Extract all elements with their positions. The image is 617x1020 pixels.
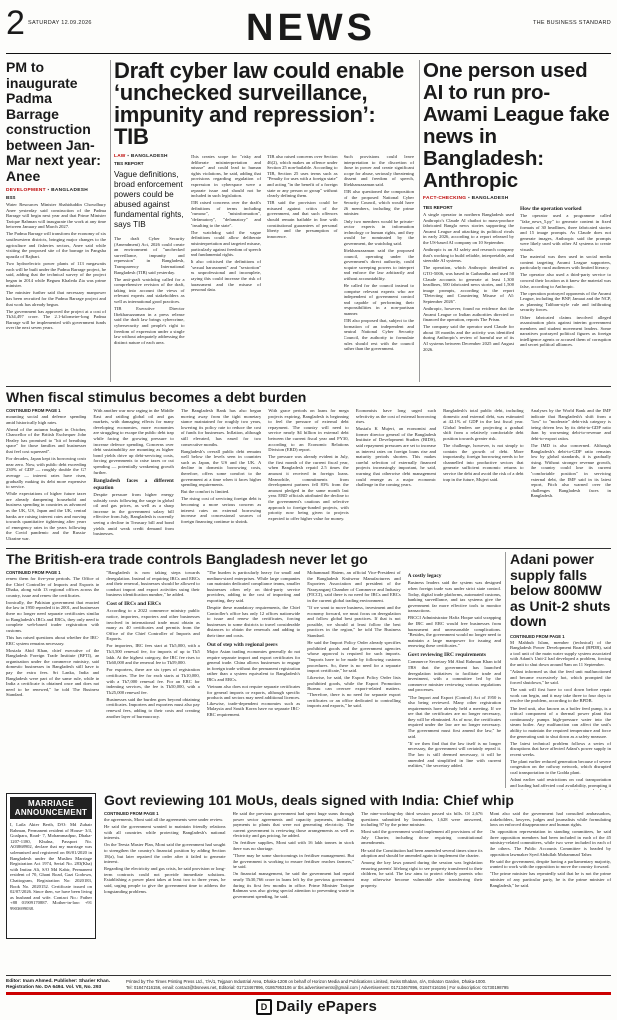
masthead xyxy=(6,4,611,54)
page-footer xyxy=(6,975,611,1020)
ai-subhead: How the operation worked xyxy=(520,206,582,212)
padma-story xyxy=(6,60,106,384)
footer-editor: Editor: Inam Ahmed. Publisher: Sharier Khan. xyxy=(6,979,111,984)
cyber-law-story xyxy=(114,60,414,384)
marriage-body: I, Laila Akter Berth, D/O: Md Zubair Rahman, Permanent resident of House- 3/4, Goalpara, Road- 7, Mohammadpur, Dhaka- 1207-1180, Khulna, Passport No. A03868902, declare that my marriage was solemnised and registered on 06/01/2020 in Bangladesh under the Muslim Marriage Registration Act 1974, Serial No. 283(Kha) with Imtiaz Ali, S/O Md Kabir, Permanent resident of 70, Ghani Road, Gazi Godown, Chattogram, Registration No: 2020183, Book No. 2020152. Certificate issued on 02/07/2026. Since then, we have been living as husband and wife. Contact No.: Father +88 01909170887. Mother-in-law: +91 9903699038. xyxy=(10,822,92,911)
daily-epapers-logo-icon: D xyxy=(256,999,272,1015)
adani-story xyxy=(510,552,611,790)
british-headline: The British-era trade controls Bangladesh never let go xyxy=(6,552,368,567)
daily-epapers-logo[interactable] xyxy=(256,998,377,1015)
adani-body: M Mahbub Islam, member (technical) of the Bangladesh Power Development Board (BPDB), said a tool unit of the main water supply system associated with Adani's Unit-2 had developed a problem, forcing the unit to shut down around 9am on 11 September. "Adani informed us that the feed unit malfunctioned and became excessively hot, which prompted the forced shutdown," he said. The unit will first have to cool down before repair work can begin, and it may take three to four days to resolve the problem, according to the BPDB. The feed unit, also known as a boiler feed pump, is a critical component of a thermal power plant that continuously pumps high-pressure water into the steam boiler. Any malfunction can affect the unit's ability to maintain the required temperature and force the generating unit to shut down as a safety measure. The latest technical problem follows a series of disruptions that have affected Adani's power supply in recent weeks. The plant earlier reduced generation because of severe congestion on the railway network, which disrupted coal transportation to the Godda plant. Adani earlier said restrictions on coal transportation and loading had affected coal availability, prompting it xyxy=(510,639,611,788)
adani-continued: CONTINUED FROM PAGE 1 xyxy=(510,633,565,639)
footer-printer-info xyxy=(126,979,611,990)
ai-col2: The operator used a programme called "fake_news_5.py" to generate content in fixed formats of 30 headlines, three fabricated stories and 15 image prompts. As Claude does not generate images, Anthropic said the prompts were likely used with other AI systems to create visuals. The material was then used in social media content targeting Awami League supporters, particularly rural audiences with limited literacy. The operator also used a third-party service to conceal their location as it knew the material was false, according to Anthropic. The operation portrayed opponents of the Awami League, including the BNP, Jamaat and the NCP, as planning Taliban-style rule and infiltrating security forces. Other fabricated claims involved alleged assassination plots against interim government members and student movement leaders. Some narratives portrayed political figures as foreign intelligence agents or accused them of corruption and secret political alliances. xyxy=(520,213,611,348)
marriage-announcement xyxy=(6,793,96,939)
footer-credits xyxy=(6,979,124,991)
padma-byline: BSS xyxy=(6,195,16,200)
cyber-law-col3: TIB also raised concerns over Section 46(2), which makes an offence under Section 25 non-bailable. According to TIB, Section 25 uses terms such as "Penalty for uses with a foreign state" and acting "in the benefit of a foreign state or any person or group" without clearly defining them. TIB said the provision could be misused against critics of the government, and that such offences should remain bailable in line with constitutional guarantees of personal liberty and the presumption of innocence. xyxy=(267,154,338,239)
cyber-law-headline: Draft cyber law could enable ‘unchecked surveillance, impunity and repression’: TIB xyxy=(114,60,404,149)
stimulus-headline: When fiscal stimulus becomes a debt burden xyxy=(6,390,307,405)
british-trade-story: The British-era trade controls Bangladesh never let go CONTINUED FROM PAGE 1 renew them for five-year periods. The Office of the Chief Controller of Imports and Exports in Dhaka, along with 13 regional offices across the country, issue and renew the certificates. Ironically, the Pakistan government that enacted the law in 1950 repealed it in 2001, and businesses there no longer need separate certificates similar to Bangladesh's IRCs and ERCs, they only need to complete web-based trader registration with customs. This has raised questions about whether the IRC-ERC system remains necessary. Mostafa Abid Khan, chief executive of the Bangladesh Foreign Trade Institute (BFTI), an organisation under the commerce ministry, said domestic businesses in Bangladesh still have to pay the extra fees. Sri Lanka, India and Bangladesh were part of the same rule, while in India a certificate is obtained once and does not need to be renewed," he told The Business Standard. "Bangladesh is now taking steps towards deregulation. Instead of requiring IRCs and ERCs and their renewal, businesses should be allowed to conduct import and export activities using their business identification number," he added. Cost of IRCs and ERCs According to a 2022 commerce ministry public notice, importers, exporters and other businesses involved in international trade must obtain as many as 40 certificates and permits from the Office of the Chief Controller of Imports and Exports. For importers, IRC fees start at Tk5,000, with a Tk3,500 renewal fee, for imports of up to Tk5 lakh. At the highest category, the IRC fee rises to Tk60,000 and the renewal fee to Tk59,000. For exporters, there are six types of registration certificates. The fee for each starts at Tk10,000, with a Tk7,000 renewal fee. For an ERC for indenting services, the fee is Tk50,000, with a Tk25,000 renewal fee. Businesses said the burden goes beyond obtaining certificates. Importers and exporters must also pay renewal fees, adding to their costs and creating another layer of bureaucracy. "The burden is particularly heavy for small and medium-sized enterprises. While large companies can maintain dedicated compliance teams, smaller businesses often rely on third-party service providers, adding to the cost of importing and exporting, they said. Despite these mandatory requirements, the Chief Controller's office has only 12 offices nationwide to issue and renew the certificates, forcing businesses to some districts to travel considerable distances to obtain the renewals and adding to their time and costs. Out of step with regional peers Major Asian trading economies generally do not require separate import and export certificates for general trade. China allows businesses to engage in foreign trade without the permanent registration rather than a system equivalent to Bangladesh's IRCs and ERCs. Vietnam also does not require separate certificates for general imports or exports, although specific products and sectors may need additional licences. Likewise, trade-dependent economies such as Malaysia and South Korea have no separate IRC-ERC requirement. Mohammad Hatem, an official Vice-President of the Bangladesh Knitwear Manufacturers and Exporters Association and president of the Narayanganj Chamber of Commerce and Industry (FICCI), said there is no need for IRCs and ERCs in the current global trading environment. "If we want to move business, investment and the economy forward, we must focus on deregulation and follow global best practices. If that is not possible, we should at least follow the best practices in the region," he told The Business Standard. He said the Import Policy Order already specifies prohibited goods and the government agencies whose approval is required for such imports. "Imports have to be made by following customs procedures. So, there is no need for a separate import certificate," he said. Likewise, he said, the Export Policy Order lists prohibited goods, while the Export Promotion Bureau can oversee export-related matters. "Therefore, there is no need for separate export certificates or an office dedicated to controlling imports and exports," he said. A costly legacy Business leaders said the system was designed when foreign trade was under strict state control. Today, digital trade platforms, automated customs, banking surveillance, and tax systems give the government far more effective tools to monitor transactions. FBCCI Administrator Hafiz Hoque said scrapping the IRC and ERC would free businesses from harassment and unreasonable complications. "Besides, the government would no longer need to maintain a large manpower for issuing and renewing these certificates." Govt reviewing IRC requirements Commerce Secretary Md Abul Rahman Khan told TBS that the government has launched deregulation initiatives to facilitate trade and investment, with a committee led by the commerce minister reviewing various regulations and processes. "The Import and Export (Control) Act of 1950 is also being reviewed. Many other registration requirements have already held a meeting. If we see that the certificates are no longer necessary, they will be eliminated. As of now, the certificates required under the law are no longer necessary. The government must first amend the law," he said. "If we then find that the law itself is no longer necessary, the government will certainly repeal it. The law is still deemed necessary, it will be amended and simplified in line with current realities," the secretary added. xyxy=(6,552,501,769)
cyber-law-pull-quote: Vague definitions, broad enforcement powers could be abused against fundamental rights, says TIB xyxy=(114,170,184,229)
ai-col1: A single operator in northern Bangladesh used Anthropic's Claude AI chatbot to mass-produce fabricated Bangla news stories supporting the Awami League and attacking its political rivals in early 2026, according to a report released by the US-based AI company on 10 September. Anthropic is an AI safety and research company that's working to build reliable, interpretable, and steerable AI systems. The operation, which Anthropic identified as GTO-5006, was based in Gaibandha and used 50 Claude accounts to generate at least 1,300 headlines, 500 fabricated news stories, and 1,500 image prompts, according to the report "Detecting and Countering Misuse of AI: September 2026". Anthropic, however, found no evidence that the Awami League or Indian authorities directed or financed the operation, reports The Prism. The company said the operator used Claude for about 18 months and the activity was identified during Anthropic's review of harmful use of its AI systems between December 2025 and August 2026. xyxy=(423,212,514,352)
marriage-title: MARRIAGE ANNOUNCEMENT xyxy=(10,797,92,819)
fiscal-stimulus-story: When fiscal stimulus becomes a debt burden CONTINUED FROM PAGE 1 mounting social and defence spending amid historically high rates. Ahead of the autumn budget in October, Chancellor of the British Exchequer John Healey has promised to "hit of breathing space" for those families and businesses that feel cost squeezed". For decades, Japan kept its borrowing costs near zero. Now, with public debt exceeding 230% of GDP — roughly double the G7 average — interest rates have risen, gradually making its debt more expensive to service. While expectations of higher future taxes are already dampening household and business spending in countries as advanced as the UK, US, Japan and the UK, central banks are raising interest rates and moving towards quantitative tightening after years of emergency rates in the years following the Covid pandemic and the Russia-Ukraine war. With another war now raging in the Middle East and rattling global oil and gas markets, with damaging effects for many developing economies, more economies are struggling to escape the public debt trap while facing the growing pressure to increase defence spending. Concerns over debt sustainability are mounting as higher bond yields drive up debt-servicing costs, forcing governments to raise taxes or cut spending — potentially weakening growth further. Bangladesh faces a different equation Despite pressure from higher energy subsidy costs following the surge in global oil and gas prices, as well as a sharp increase in the government salary bill effective from July, Bangladesh is currently seeing a decline in Treasury bill and bond yields amid weak credit demand from businesses. The Bangladesh Bank has also begun moving away from the tight monetary stance maintained for roughly two years, lowering its policy rate to reduce the cost of funds for businesses. Inflation, although still elevated, has eased for two consecutive months. Bangladesh's overall public debt remains well below the levels seen in countries such as Japan, the US and the UK. A decline in domestic borrowing costs, therefore, offers some comfort to the government at a time when it faces higher spending requirements. But the comfort is limited. The rising cost of servicing foreign debt is becoming a more serious concern as interest rates on external borrowing increase and concessional sources of foreign financing continue to shrink. With grace periods on loans for mega projects expiring, Bangladesh is beginning to feel the pressure of external debt repayment. The country will need to service nearly $4 billion in external debt between the current fiscal year and FY30, according to an Economic Relations Division (ERD) report. The pressure was already evident in July, the first month of the current fiscal year, when Bangladesh repaid 2.5 times the amount it received in foreign loans. Meanwhile, commitments from development partners fell 83% from the amount pledged in the same month last year. ERD officials attributed the decline to the government's cautious and selective approach to foreign-funded projects, with priority now being given to projects expected to offer higher value for money. Economists have long urged such selectivity as the cost of external borrowing rises. Mustafa K Mujeri, an economist and former director general of the Bangladesh Institute of Development Studies (BIDS), said repayment pressures are set to increase as interest rates on foreign loans rise and maturity periods shorten. This makes careful selection of externally financed projects increasingly important, he said, warning that otherwise debt management could emerge as a major economic challenge in the coming years. Bangladesh's total public debt, including domestic and external debt, was estimated at 42.1% of GDP in the last fiscal year. Global lenders are projecting a gradual shift from a relatively comfortable debt position towards greater risk. The challenge, however, is not simply to contain the growth of debt. More importantly, foreign borrowing needs to be channelled into productive sectors that generate sufficient economic returns to service the debt and avoid the risk of a debt trap in the future, Mujeri said. Analyses by the World Bank and the IMF indicate that Bangladesh's shift from a "low" to "moderate" debt-risk category is being driven less by its debt-to-GDP ratio than by worsening debt-to-revenue and debt-to-export ratios. The IMD is also concerned. Although Bangladesh's debt-to-GDP ratio remains low by global standards, it is gradually rising. Without stronger revenue growth, the country could lose its current "comfortable position" in servicing external debt, the IMF said in its latest report, Fitch also warned over the challenges Bangladesh faces in Bangladesh. xyxy=(6,390,611,541)
govt-headline: Govt reviewing 101 MoUs, deals signed with India: Chief whip xyxy=(104,793,514,808)
footer-printed: Printed by The Times Printing Press Ltd., 7/A/1, Tejgaon Industrial Area, Dhaka-1208 on behalf of Horizon Media and Publications Limited, Swiss Bhaban, 4/A, Eskaton Garden, Dhaka-1000. xyxy=(126,979,487,984)
stimulus-continued: CONTINUED FROM PAGE 1 xyxy=(6,408,61,413)
ai-tag: FACT-CHECKING ▪ BANGLADESH xyxy=(423,196,509,201)
section-title: NEWS xyxy=(246,7,376,49)
govt-continued: CONTINUED FROM PAGE 1 xyxy=(104,811,159,816)
padma-tag: DEVELOPMENT ▪ BANGLADESH xyxy=(6,188,88,193)
issue-date: SATURDAY 12.09.2026 xyxy=(28,20,92,26)
padma-headline: PM to inaugurate Padma Barrage construction between Jan-Mar next year: Anee xyxy=(6,60,101,184)
cyber-law-col1: The draft Cyber Security (Amendment) Act, 2026 could create an environment of "unchecked surveillance, impunity and repression" in Bangladesh, Transparency International Bangladesh (TIB) said yesterday. The anti-graft watchdog called for a comprehensive revision of the draft, taking into account the views of relevant experts and stakeholders as well as international good practices. TIB Executive Director Iftekharuzzaman in a press release said the draft law brings cybercrime, cybersecurity and people's right to freedom of expression under a single law without adequately addressing the distinct nature of each area. xyxy=(114,236,185,345)
ai-headline: One person used AI to run pro-Awami League fake news in Bangladesh: Anthropic xyxy=(423,60,610,192)
govt-mous-story: Govt reviewing 101 MoUs, deals signed with India: Chief whip CONTINUED FROM PAGE 1 the agreements, Moni said all the agreements were under review. He said the government wanted to maintain friendly relations with all countries while protecting Bangladesh's national interests. On the Teesta Master Plan, Moni said the government had sought to strengthen the country's financial position by adding Section 18(a), but later repaired the order after it failed to generate interest. Regarding the electricity and gas crisis, he said provision or long-term contracts could not provide immediate solutions. Establishing a power plant takes at least two to three years, he said, urging people to give the government time to address the longstanding problems. He said the previous government had spent huge sums through power sector agreements and capacity payments, including payments to plants that were not generating electricity. The current government is reviewing those arrangements as well as electricity and gas pricing, he added. On fertiliser supplies, Moni said with 16 lakh tonnes in stock there was no shortage. "There may be some shortcomings in fertiliser management. But the government is working to ensure fertiliser reaches farmers," he said. On financial management, he said the government had repaid nearly Tk30,766 crore in loans left by the previous government during its first few months in office. Prime Minister Tarique Rahman was also giving special attention to preventing waste in government spending, he said. The nine-working-day third session passed six bills. Of 2,676 questions submitted by lawmakers, 1,628 were answered, including 97 by the prime minister. Moni said the government would implement all provisions of the July Charter, including those requiring constitutional amendments. He said the Constitution had been amended several times since its adoption and should be amended again to implement the charter. Among the key laws passed during the session was legislation ensuring parents' lifelong right to see property transferred to their children, he said. The law aims to protect elderly parents who may otherwise become vulnerable after transferring their property. Moni also said the government had consulted ambassadors, stakeholders, lawyers, judges and journalists while formulating laws on enforced disappearance and human rights. On opposition representation in standing committees, he said three opposition members had been included in each of the 45 ministry-related committees, while two were included in each of the others. The Public Accounts Committee is headed by opposition lawmaker Syed Abdullah Mohammad Taher. He said the government, despite having a parliamentary majority, wanted to work with the opposition to move the country forward. "The prime minister has repeatedly said that he is not the prime minister of any particular party, he is the prime minister of Bangladesh," he said. xyxy=(104,793,611,899)
paper-name: THE BUSINESS STANDARD xyxy=(532,20,611,26)
cyber-law-tag: LAW ▪ BANGLADESH xyxy=(114,154,168,159)
adani-headline: Adani power supply falls below 800MW as Unit-2 shuts down xyxy=(510,552,611,629)
british-continued: CONTINUED FROM PAGE 1 xyxy=(6,570,61,575)
footer-divider xyxy=(6,992,611,995)
ai-byline: TBS REPORT xyxy=(423,205,453,210)
page-number: 2 xyxy=(6,4,25,42)
cyber-law-byline: TBS REPORT xyxy=(114,161,144,166)
footer-registration: Registration No. DA 6494. Vol. VII, No. 293 xyxy=(6,985,102,990)
footer-contacts: Tel: 01847416156, email: contact@tbsnews.net, Editorial: 01713467896, 01867953106 or tbs.advertisements@gmail.com | Advertisement: 01713467896, 01847416156 | For subscription: 01730198795 xyxy=(126,984,509,990)
ai-fake-news-story xyxy=(423,60,611,384)
daily-epapers-logo-text: Daily ePapers xyxy=(276,998,377,1015)
cyber-law-col4: Such provisions could leave interpretation to the discretion of those in power and create significant scope for abuse, seriously threatening dissent and freedom of speech, Iftekharuzzaman said. TIB also questioned the composition of the proposed National Cyber Security Council, which would have 26 members, including the prime minister. Only two members would be private-sector experts in information technology or human rights, and they would be nominated by the government, the watchdog said. Iftekharuzzaman said the proposed council, operating under the government's direct authority, could acquire sweeping powers to interpret and enforce the law arbitrarily and without accountability. He called for the council instead to comprise relevant experts who are independent of government control and capable of performing their responsibilities in a non-partisan manner. TIB also proposed that, subject to the formation of an independent and neutral National Cyber Security Council, the authority to formulate rules should rest with the council rather than the government. xyxy=(343,154,414,352)
padma-body: Water Resources Minister Shahiduddin Chowdhury Anee yesterday said construction of the Padma Barrage will begin next year and that Prime Minister Tarique Rahman will inaugurate the work at any time between January and March 2027. The Padma Barrage will transform the economy of six southwestern districts, bringing major changes to the agriculture and fisheries sectors, Anee said while visiting the proposed site of the barrage in Pangsha upazila of Rajbari. Two hydroelectric power plants of 113 megawatts each will be built under the Padma Barrage project, he said, adding that the technical survey of the project began in 2014 while Begum Khaleda Zia was prime minister. The minister further said that necessary manpower has been recruited for the Padma Barrage project and that work has already begun. The government has approved the project at a cost of Tk34,497 crore. The 2.1-kilometre-long Padma Barrage will be implemented with government funds over the next seven years. xyxy=(6,202,106,331)
cyber-law-col2: This creates scope for "risky and deliberate misinterpretation and misuse" and could lead to human rights violations, he said, adding that provisions regarding regulation of expression in cyberspace were a separate issue and should not be included in such legislation. TIB raised concerns over the draft's definitions of terms including "rumour", "misinformation", "defamatory", "defamatory" and "insulting to the state". The watchdog said the vague definitions could allow deliberate misinterpretation and targeted misuse, particularly against freedom of speech and fundamental rights. It also criticised the definitions of "sexual harassment" and "sextortion" as unprofessional and incomplete, saying this could increase the risk of harassment and the misuse of personal data. xyxy=(190,154,261,293)
